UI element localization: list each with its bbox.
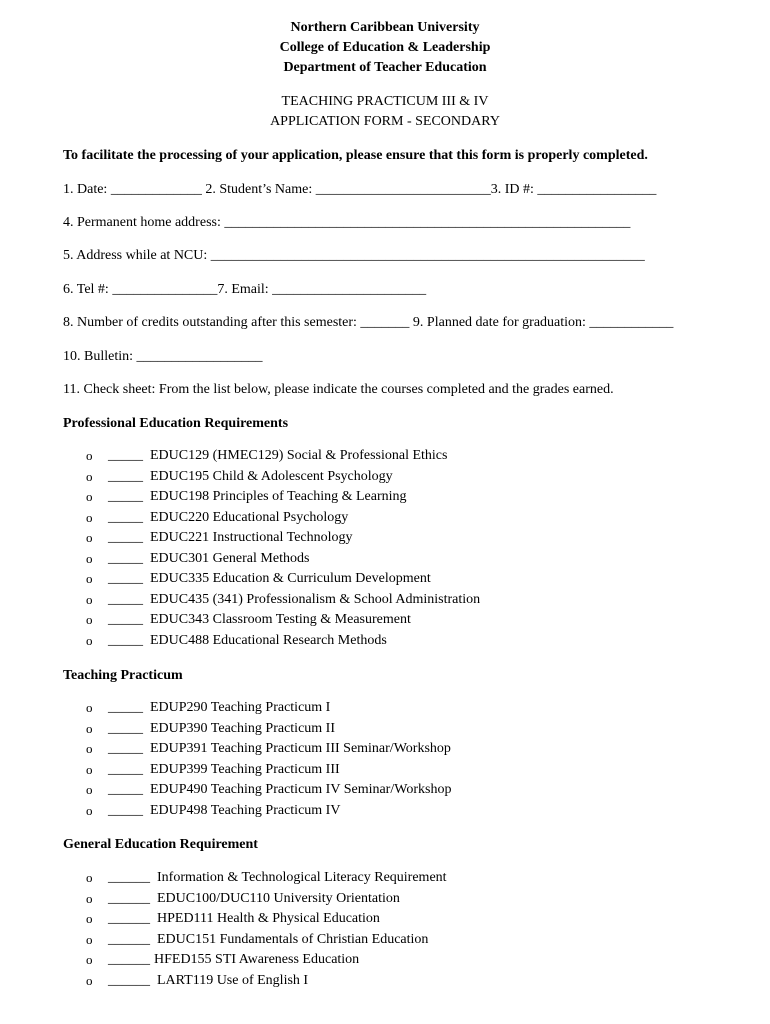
course-label: Information & Technological Literacy Requirement — [157, 870, 447, 885]
university-name: Northern Caribbean University — [290, 20, 480, 35]
section-heading-professional: Professional Education Requirements — [63, 416, 289, 431]
list-item — [0, 760, 770, 781]
course-label: EDUC335 Education & Curriculum Development — [150, 571, 431, 586]
form-title-line-1: TEACHING PRACTICUM III & IV — [281, 94, 489, 109]
field-ncu-address[interactable]: 5. Address while at NCU: ______________________________________________________________ — [63, 248, 645, 263]
bullet-icon: o — [86, 550, 93, 566]
list-item — [0, 446, 770, 467]
bullet-icon: o — [86, 448, 93, 463]
department-name: Department of Teacher Education — [283, 60, 487, 75]
list-item — [0, 971, 770, 992]
grade-blank[interactable]: ______ — [108, 870, 150, 885]
bullet-icon: o — [86, 489, 93, 504]
section-heading-general: General Education Requirement — [63, 837, 258, 852]
course-label: EDUC488 Educational Research Methods — [150, 632, 387, 648]
professional-course-list — [0, 446, 770, 651]
grade-blank[interactable]: _____ — [108, 550, 143, 566]
course-label: EDUC301 General Methods — [150, 550, 310, 566]
grade-blank[interactable]: _____ — [108, 782, 143, 797]
instructions-text: To facilitate the processing of your application, please ensure that this form is properly completed. — [63, 148, 648, 163]
list-item — [0, 631, 770, 652]
bullet-icon: o — [86, 890, 93, 906]
grade-blank[interactable]: ______ — [108, 911, 150, 926]
field-bulletin[interactable]: 10. Bulletin: __________________ — [63, 349, 263, 364]
list-item — [0, 801, 770, 822]
course-label: EDUP498 Teaching Practicum IV — [150, 802, 341, 818]
list-item — [0, 909, 770, 930]
course-label: EDUC100/DUC110 University Orientation — [157, 890, 400, 906]
grade-blank[interactable]: _____ — [108, 741, 143, 756]
field-date-name-id[interactable]: 1. Date: _____________ 2. Student’s Name: _________________________3. ID #: _________________ — [63, 182, 657, 197]
grade-blank[interactable]: ______ — [108, 931, 150, 947]
bullet-icon: o — [86, 972, 93, 988]
bullet-icon: o — [86, 802, 93, 818]
grade-blank[interactable]: _____ — [108, 802, 143, 818]
list-item — [0, 467, 770, 488]
list-item — [0, 739, 770, 760]
field-permanent-address[interactable]: 4. Permanent home address: __________________________________________________________ — [63, 215, 631, 230]
grade-blank[interactable]: _____ — [108, 720, 143, 736]
course-label: HFED155 STI Awareness Education — [154, 952, 360, 967]
list-item — [0, 508, 770, 529]
bullet-icon: o — [86, 911, 93, 926]
list-item — [0, 930, 770, 951]
course-label: EDUC198 Principles of Teaching & Learning — [150, 489, 407, 504]
list-item — [0, 780, 770, 801]
list-item — [0, 698, 770, 719]
section-heading-practicum: Teaching Practicum — [63, 668, 183, 683]
course-label: HPED111 Health & Physical Education — [157, 911, 380, 926]
course-label: EDUC195 Child & Adolescent Psychology — [150, 468, 393, 484]
course-label: EDUP399 Teaching Practicum III — [150, 761, 340, 777]
list-item — [0, 590, 770, 611]
bullet-icon: o — [86, 952, 93, 967]
bullet-icon: o — [86, 612, 93, 627]
bullet-icon: o — [86, 931, 93, 947]
list-item — [0, 889, 770, 910]
bullet-icon: o — [86, 720, 93, 736]
grade-blank[interactable]: _____ — [108, 612, 143, 627]
grade-blank[interactable]: ______ — [108, 952, 150, 967]
bullet-icon: o — [86, 591, 93, 607]
bullet-icon: o — [86, 741, 93, 756]
practicum-course-list — [0, 698, 770, 821]
grade-blank[interactable]: _____ — [108, 468, 143, 484]
bullet-icon: o — [86, 870, 93, 885]
list-item — [0, 950, 770, 971]
bullet-icon: o — [86, 530, 93, 545]
course-label: EDUC435 (341) Professionalism & School Administration — [150, 591, 481, 607]
course-label: EDUP490 Teaching Practicum IV Seminar/Workshop — [150, 782, 452, 797]
course-label: EDUP290 Teaching Practicum I — [150, 700, 331, 715]
grade-blank[interactable]: _____ — [108, 632, 143, 648]
course-label: EDUP391 Teaching Practicum III Seminar/Workshop — [150, 741, 451, 756]
grade-blank[interactable]: _____ — [108, 700, 143, 715]
bullet-icon: o — [86, 509, 93, 525]
course-label: EDUC221 Instructional Technology — [150, 530, 353, 545]
bullet-icon: o — [86, 571, 93, 586]
course-label: EDUC151 Fundamentals of Christian Education — [157, 931, 429, 947]
grade-blank[interactable]: _____ — [108, 571, 143, 586]
course-label: EDUC220 Educational Psychology — [150, 509, 349, 525]
check-sheet-instruction: 11. Check sheet: From the list below, please indicate the courses completed and the grades earned. — [63, 382, 614, 397]
grade-blank[interactable]: _____ — [108, 530, 143, 545]
grade-blank[interactable]: _____ — [108, 761, 143, 777]
grade-blank[interactable]: _____ — [108, 509, 143, 525]
bullet-icon: o — [86, 761, 93, 777]
list-item — [0, 549, 770, 570]
bullet-icon: o — [86, 632, 93, 648]
course-label: EDUP390 Teaching Practicum II — [150, 720, 335, 736]
course-label: EDUC343 Classroom Testing & Measurement — [150, 612, 411, 627]
list-item — [0, 868, 770, 889]
grade-blank[interactable]: _____ — [108, 448, 143, 463]
course-label: LART119 Use of English I — [157, 972, 309, 988]
grade-blank[interactable]: _____ — [108, 591, 143, 607]
college-name: College of Education & Leadership — [279, 40, 491, 55]
list-item — [0, 528, 770, 549]
grade-blank[interactable]: ______ — [108, 972, 150, 988]
field-tel-email[interactable]: 6. Tel #: _______________7. Email: ______________________ — [63, 282, 427, 297]
list-item — [0, 569, 770, 590]
bullet-icon: o — [86, 468, 93, 484]
grade-blank[interactable]: _____ — [108, 489, 143, 504]
bullet-icon: o — [86, 700, 93, 715]
bullet-icon: o — [86, 782, 93, 797]
general-course-list — [0, 868, 770, 991]
list-item — [0, 610, 770, 631]
form-title-line-2: APPLICATION FORM - SECONDARY — [270, 114, 500, 129]
grade-blank[interactable]: ______ — [108, 890, 150, 906]
field-credits-graduation[interactable]: 8. Number of credits outstanding after this semester: _______ 9. Planned date for graduation: ____________ — [63, 315, 674, 330]
list-item — [0, 487, 770, 508]
course-label: EDUC129 (HMEC129) Social & Professional Ethics — [150, 448, 448, 463]
list-item — [0, 719, 770, 740]
